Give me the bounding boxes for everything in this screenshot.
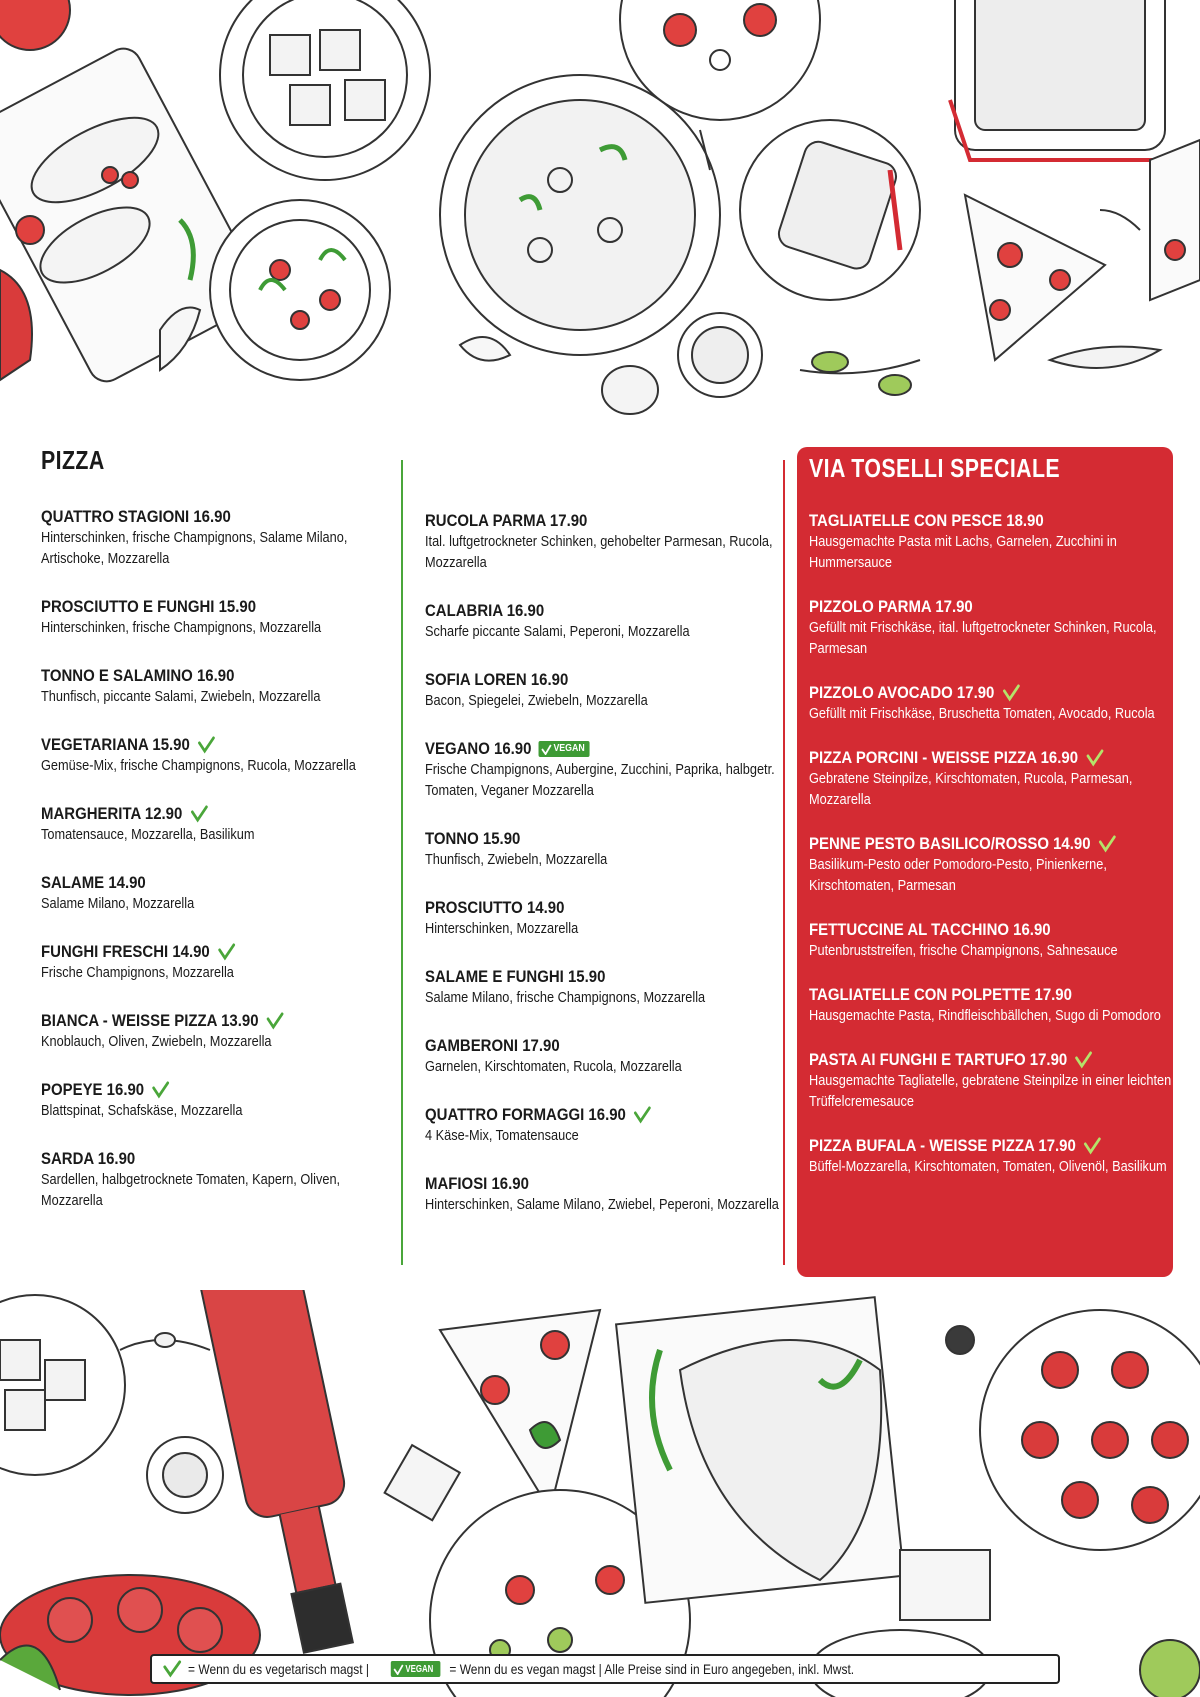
legend-vegan-badge [390,1661,439,1677]
menu-item [809,1135,1173,1178]
menu-item-name: POPEYE 16.90 [41,1079,340,1101]
menu-item [425,828,780,871]
menu-item [425,1035,780,1078]
menu-item-description: Hinterschinken, Mozzarella [425,921,579,937]
vegetarian-check-icon [217,943,236,961]
menu-item [425,1104,780,1147]
menu-item-description: Garnelen, Kirschtomaten, Rucola, Mozzarella [425,1059,682,1075]
top-food-illustration [0,0,1200,420]
menu-item-name: FETTUCCINE AL TACCHINO 16.90 [809,920,1051,939]
menu-item [41,506,381,570]
menu-item-name: PROSCIUTTO E FUNGHI 15.90 [41,597,257,616]
column-divider-green [401,460,403,1265]
menu-item [41,941,381,984]
menu-item-name: TAGLIATELLE CON PESCE 18.90 [809,511,1044,530]
column-divider-red [783,460,785,1265]
menu-item [809,510,1173,574]
menu-item-name: BIANCA - WEISSE PIZZA 13.90 [41,1010,340,1032]
vegan-badge [538,741,589,757]
vegetarian-check-icon [1083,1137,1102,1155]
vegan-check-icon [541,744,552,755]
menu-item-name: CALABRIA 16.90 [425,601,545,620]
vegetarian-check-icon [633,1106,652,1124]
menu-item-description: Thunfisch, piccante Salami, Zwiebeln, Mozzarella [41,689,321,705]
menu-item-description: Tomatensauce, Mozzarella, Basilikum [41,827,255,843]
pizza-column-left [41,445,381,1238]
menu-item-description: Büffel-Mozzarella, Kirschtomaten, Tomaten, Olivenöl, Basilikum [809,1159,1167,1175]
menu-item [41,803,381,846]
legend-vegan-badge-label: VEGAN [404,1663,433,1675]
menu-item [41,1079,381,1122]
menu-item-description: Putenbruststreifen, frische Champignons, Sahnesauce [809,943,1118,959]
vegetarian-check-icon [189,805,208,823]
menu-item [41,1010,381,1053]
menu-item-description: Salame Milano, frische Champignons, Mozzarella [425,990,706,1006]
menu-item-description: Gebratene Steinpilze, Kirschtomaten, Rucola, Parmesan, Mozzarella [809,771,1133,808]
vegan-badge-label: VEGAN [553,743,585,754]
legend-vegan-text: = Wenn du es vegan magst | Alle Preise sind in Euro angegeben, inkl. Mwst. [449,1661,855,1677]
menu-item-name: TAGLIATELLE CON POLPETTE 17.90 [809,985,1072,1004]
menu-item-name: RUCOLA PARMA 17.90 [425,511,588,530]
legend-footer [150,1654,1060,1684]
menu-item [41,734,381,777]
menu-item-description: Hinterschinken, Salame Milano, Zwiebel, Peperoni, Mozzarella [425,1197,779,1213]
menu-item [425,1173,780,1216]
menu-item [41,596,381,639]
menu-item-name: TONNO E SALAMINO 16.90 [41,666,235,685]
menu-item-name: PIZZOLO PARMA 17.90 [809,597,973,616]
vegetarian-check-icon [151,1081,170,1099]
menu-item [425,600,780,643]
menu-item-description: Frische Champignons, Mozzarella [41,965,234,981]
vegetarian-check-icon [1074,1051,1093,1069]
menu-item-name: SOFIA LOREN 16.90 [425,670,569,689]
menu-item [425,966,780,1009]
menu-item [809,984,1173,1027]
menu-item [41,872,381,915]
menu-item [425,669,780,712]
vegetarian-check-icon [1098,835,1117,853]
menu-item [41,1148,381,1212]
vegetarian-check-icon [162,1660,182,1678]
menu-item-description: Gefüllt mit Frischkäse, ital. luftgetrockneter Schinken, Rucola, Parmesan [809,620,1157,657]
menu-item-name: MARGHERITA 12.90 [41,803,340,825]
menu-item-description: Hausgemachte Pasta, Rindfleischbällchen, Sugo di Pomodoro [809,1008,1161,1024]
menu-item-description: Gefüllt mit Frischkäse, Bruschetta Tomaten, Avocado, Rucola [809,706,1155,722]
menu-item-description: Blattspinat, Schafskäse, Mozzarella [41,1103,243,1119]
menu-item [809,747,1173,811]
pizza-list-left [41,506,381,1212]
menu-item-name: VEGANO 16.90 VEGAN [425,738,737,760]
menu-item-name: VEGETARIANA 15.90 [41,734,340,756]
menu-item [809,833,1173,897]
vegetarian-check-icon [1001,684,1020,702]
menu-item-description: Gemüse-Mix, frische Champignons, Rucola, Mozzarella [41,758,356,774]
bottom-food-illustration [0,1290,1200,1697]
menu-item-description: Hinterschinken, frische Champignons, Mozzarella [41,620,322,636]
menu-item-name: PIZZA BUFALA - WEISSE PIZZA 17.90 [809,1135,1129,1157]
menu-item-name: SALAME E FUNGHI 15.90 [425,967,606,986]
menu-item-name: SARDA 16.90 [41,1149,136,1168]
special-list [809,510,1173,1178]
menu-item [809,682,1173,725]
menu-item-name: PIZZA PORCINI - WEISSE PIZZA 16.90 [809,747,1129,769]
menu-item [425,738,780,802]
menu-item-name: QUATTRO FORMAGGI 16.90 [425,1104,737,1126]
menu-item-description: Frische Champignons, Aubergine, Zucchini, Paprika, halbgetr. Tomaten, Veganer Mozzarella [425,762,775,799]
menu-item-description: Scharfe piccante Salami, Peperoni, Mozzarella [425,624,690,640]
menu-item-name: SALAME 14.90 [41,873,146,892]
menu-item-name: FUNGHI FRESCHI 14.90 [41,941,340,963]
menu-item-name: PIZZOLO AVOCADO 17.90 [809,682,1129,704]
menu-item [809,919,1173,962]
vegetarian-check-icon [1085,749,1104,767]
menu-item [41,665,381,708]
menu-item-description: Basilikum-Pesto oder Pomodoro-Pesto, Pinienkerne, Kirschtomaten, Parmesan [809,857,1107,894]
menu-item [425,897,780,940]
menu-item-name: QUATTRO STAGIONI 16.90 [41,507,231,526]
legend-vegetarian-text: = Wenn du es vegetarisch magst | [188,1661,370,1677]
menu-item-name: PASTA AI FUNGHI E TARTUFO 17.90 [809,1049,1129,1071]
menu-item-description: Ital. luftgetrockneter Schinken, gehobelter Parmesan, Rucola, Mozzarella [425,534,773,571]
menu-item [809,596,1173,660]
special-menu-box [797,447,1173,1277]
menu-item-description: Hausgemachte Pasta mit Lachs, Garnelen, Zucchini in Hummersauce [809,534,1117,571]
menu-item-description: Sardellen, halbgetrocknete Tomaten, Kapern, Oliven, Mozzarella [41,1172,341,1209]
vegan-check-icon [393,1664,403,1675]
menu-item-description: Hinterschinken, frische Champignons, Salame Milano, Artischoke, Mozzarella [41,530,348,567]
menu-item-description: Bacon, Spiegelei, Zwiebeln, Mozzarella [425,693,648,709]
menu-item-description: Salame Milano, Mozzarella [41,896,195,912]
special-section-title: VIA TOSELLI SPECIALE [809,453,1061,483]
vegetarian-check-icon [197,736,216,754]
pizza-column-middle [425,510,780,1242]
pizza-list-middle [425,510,780,1216]
menu-item-name: TONNO 15.90 [425,829,521,848]
menu-item-description: 4 Käse-Mix, Tomatensauce [425,1128,579,1144]
menu-item-name: MAFIOSI 16.90 [425,1174,529,1193]
menu-item-name: GAMBERONI 17.90 [425,1036,560,1055]
menu-item-description: Thunfisch, Zwiebeln, Mozzarella [425,852,608,868]
menu-item-name: PENNE PESTO BASILICO/ROSSO 14.90 [809,833,1129,855]
vegetarian-check-icon [266,1012,285,1030]
menu-item [425,510,780,574]
menu-item-description: Hausgemachte Tagliatelle, gebratene Steinpilze in einer leichten Trüffelcremesauce [809,1073,1172,1110]
menu-item-description: Knoblauch, Oliven, Zwiebeln, Mozzarella [41,1034,272,1050]
menu-item-name: PROSCIUTTO 14.90 [425,898,565,917]
menu-item [809,1049,1173,1113]
pizza-section-title: PIZZA [41,445,105,475]
